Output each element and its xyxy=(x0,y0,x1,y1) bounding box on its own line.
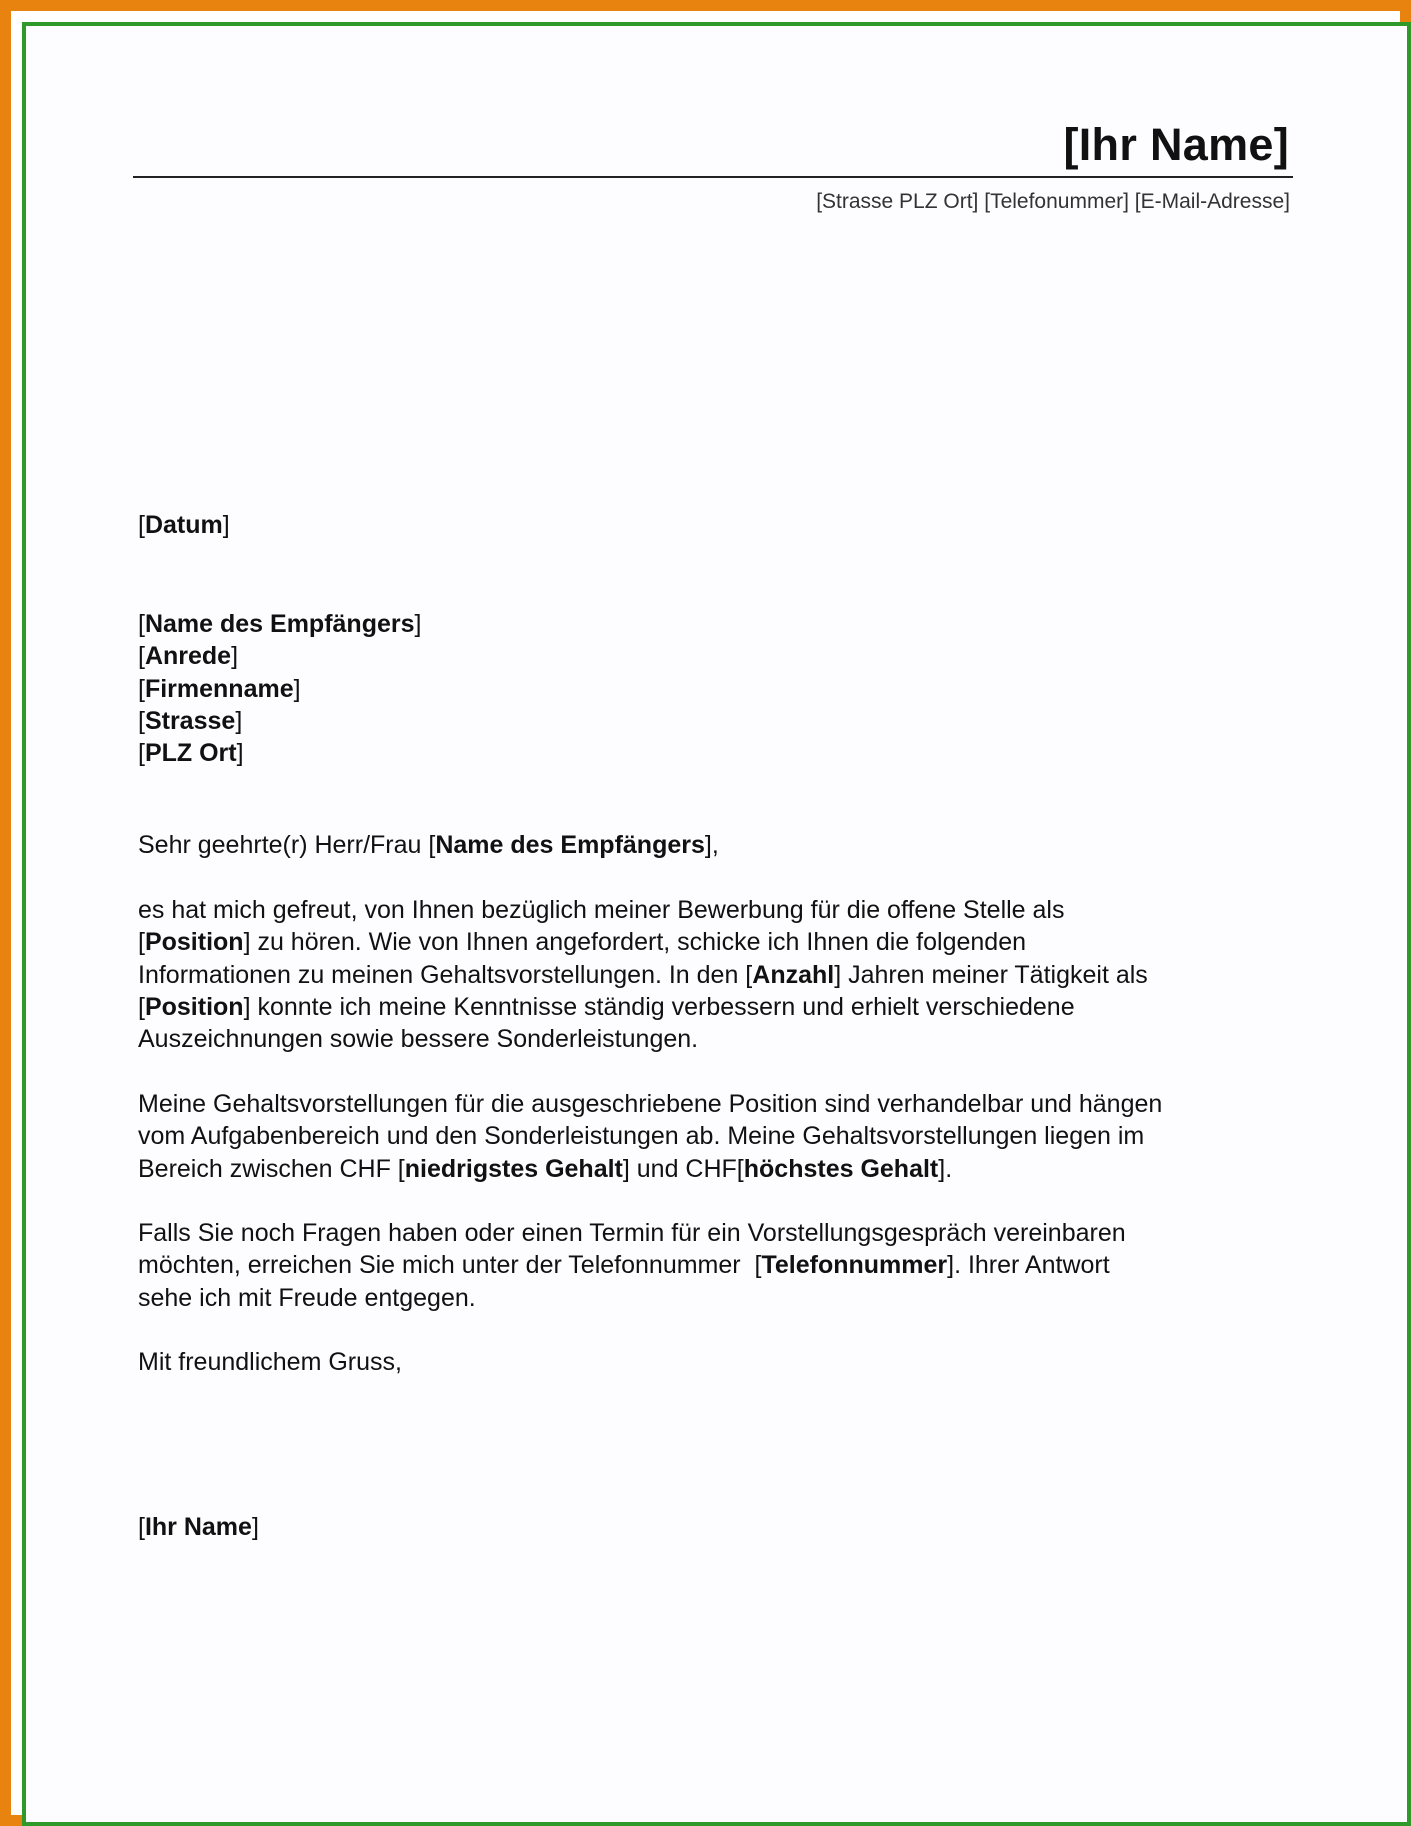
paragraph-intro: es hat mich gefreut, von Ihnen bezüglich meiner Bewerbung für die offene Stelle als [Position] zu hören. Wie von Ihnen angefordert, schicke ich Ihnen die folgenden Informationen zu meinen Gehaltsvorstellungen. In den [Anzahl] Jahren meiner Tätigkeit als [Position] konnte ich meine Kenntnisse ständig verbessern und erhielt verschiedene Auszeichnungen sowie bessere Sonderleistungen. xyxy=(138,896,1148,1054)
closing-line: Mit freundlichem Gruss, xyxy=(138,1348,402,1376)
date-placeholder: Datum xyxy=(144,511,223,539)
paragraph-contact: Falls Sie noch Fragen haben oder einen Termin für ein Vorstellungsgespräch vereinbaren möchten, erreichen Sie mich unter der Telefonnummer [Telefonnummer]. Ihrer Antwort sehe ich mit Freude entgegen. xyxy=(138,1219,1126,1312)
salutation-line: Sehr geehrte(r) Herr/Frau [Name des Empfängers], xyxy=(138,831,719,859)
sender-name-heading: [Ihr Name] xyxy=(1063,119,1289,170)
inner-border-frame xyxy=(22,22,1411,1826)
signature-line: [Ihr Name] xyxy=(138,1513,259,1541)
date-line: [Datum] xyxy=(138,511,230,539)
signature-name: Ihr Name xyxy=(144,1513,252,1541)
letter-document xyxy=(26,26,1407,1822)
paragraph-salary: Meine Gehaltsvorstellungen für die ausgeschriebene Position sind verhandelbar und hängen vom Aufgabenbereich und den Sonderleistungen ab. Meine Gehaltsvorstellungen liegen im Bereich zwischen CHF [niedrigstes Gehalt] und CHF[höchstes Gehalt]. xyxy=(138,1090,1163,1183)
recipient-city-line: [PLZ Ort] xyxy=(138,739,244,768)
recipient-name-line: [Name des Empfängers] xyxy=(138,610,422,638)
header-divider xyxy=(133,176,1293,178)
recipient-anrede-line: [Anrede] xyxy=(138,642,239,671)
recipient-street-line: [Strasse] xyxy=(138,706,243,735)
recipient-address-block xyxy=(138,608,1298,769)
sender-contact-line: [Strasse PLZ Ort] [Telefonummer] [E-Mail-Adresse] xyxy=(816,190,1290,213)
recipient-company-line: [Firmenname] xyxy=(138,674,301,703)
